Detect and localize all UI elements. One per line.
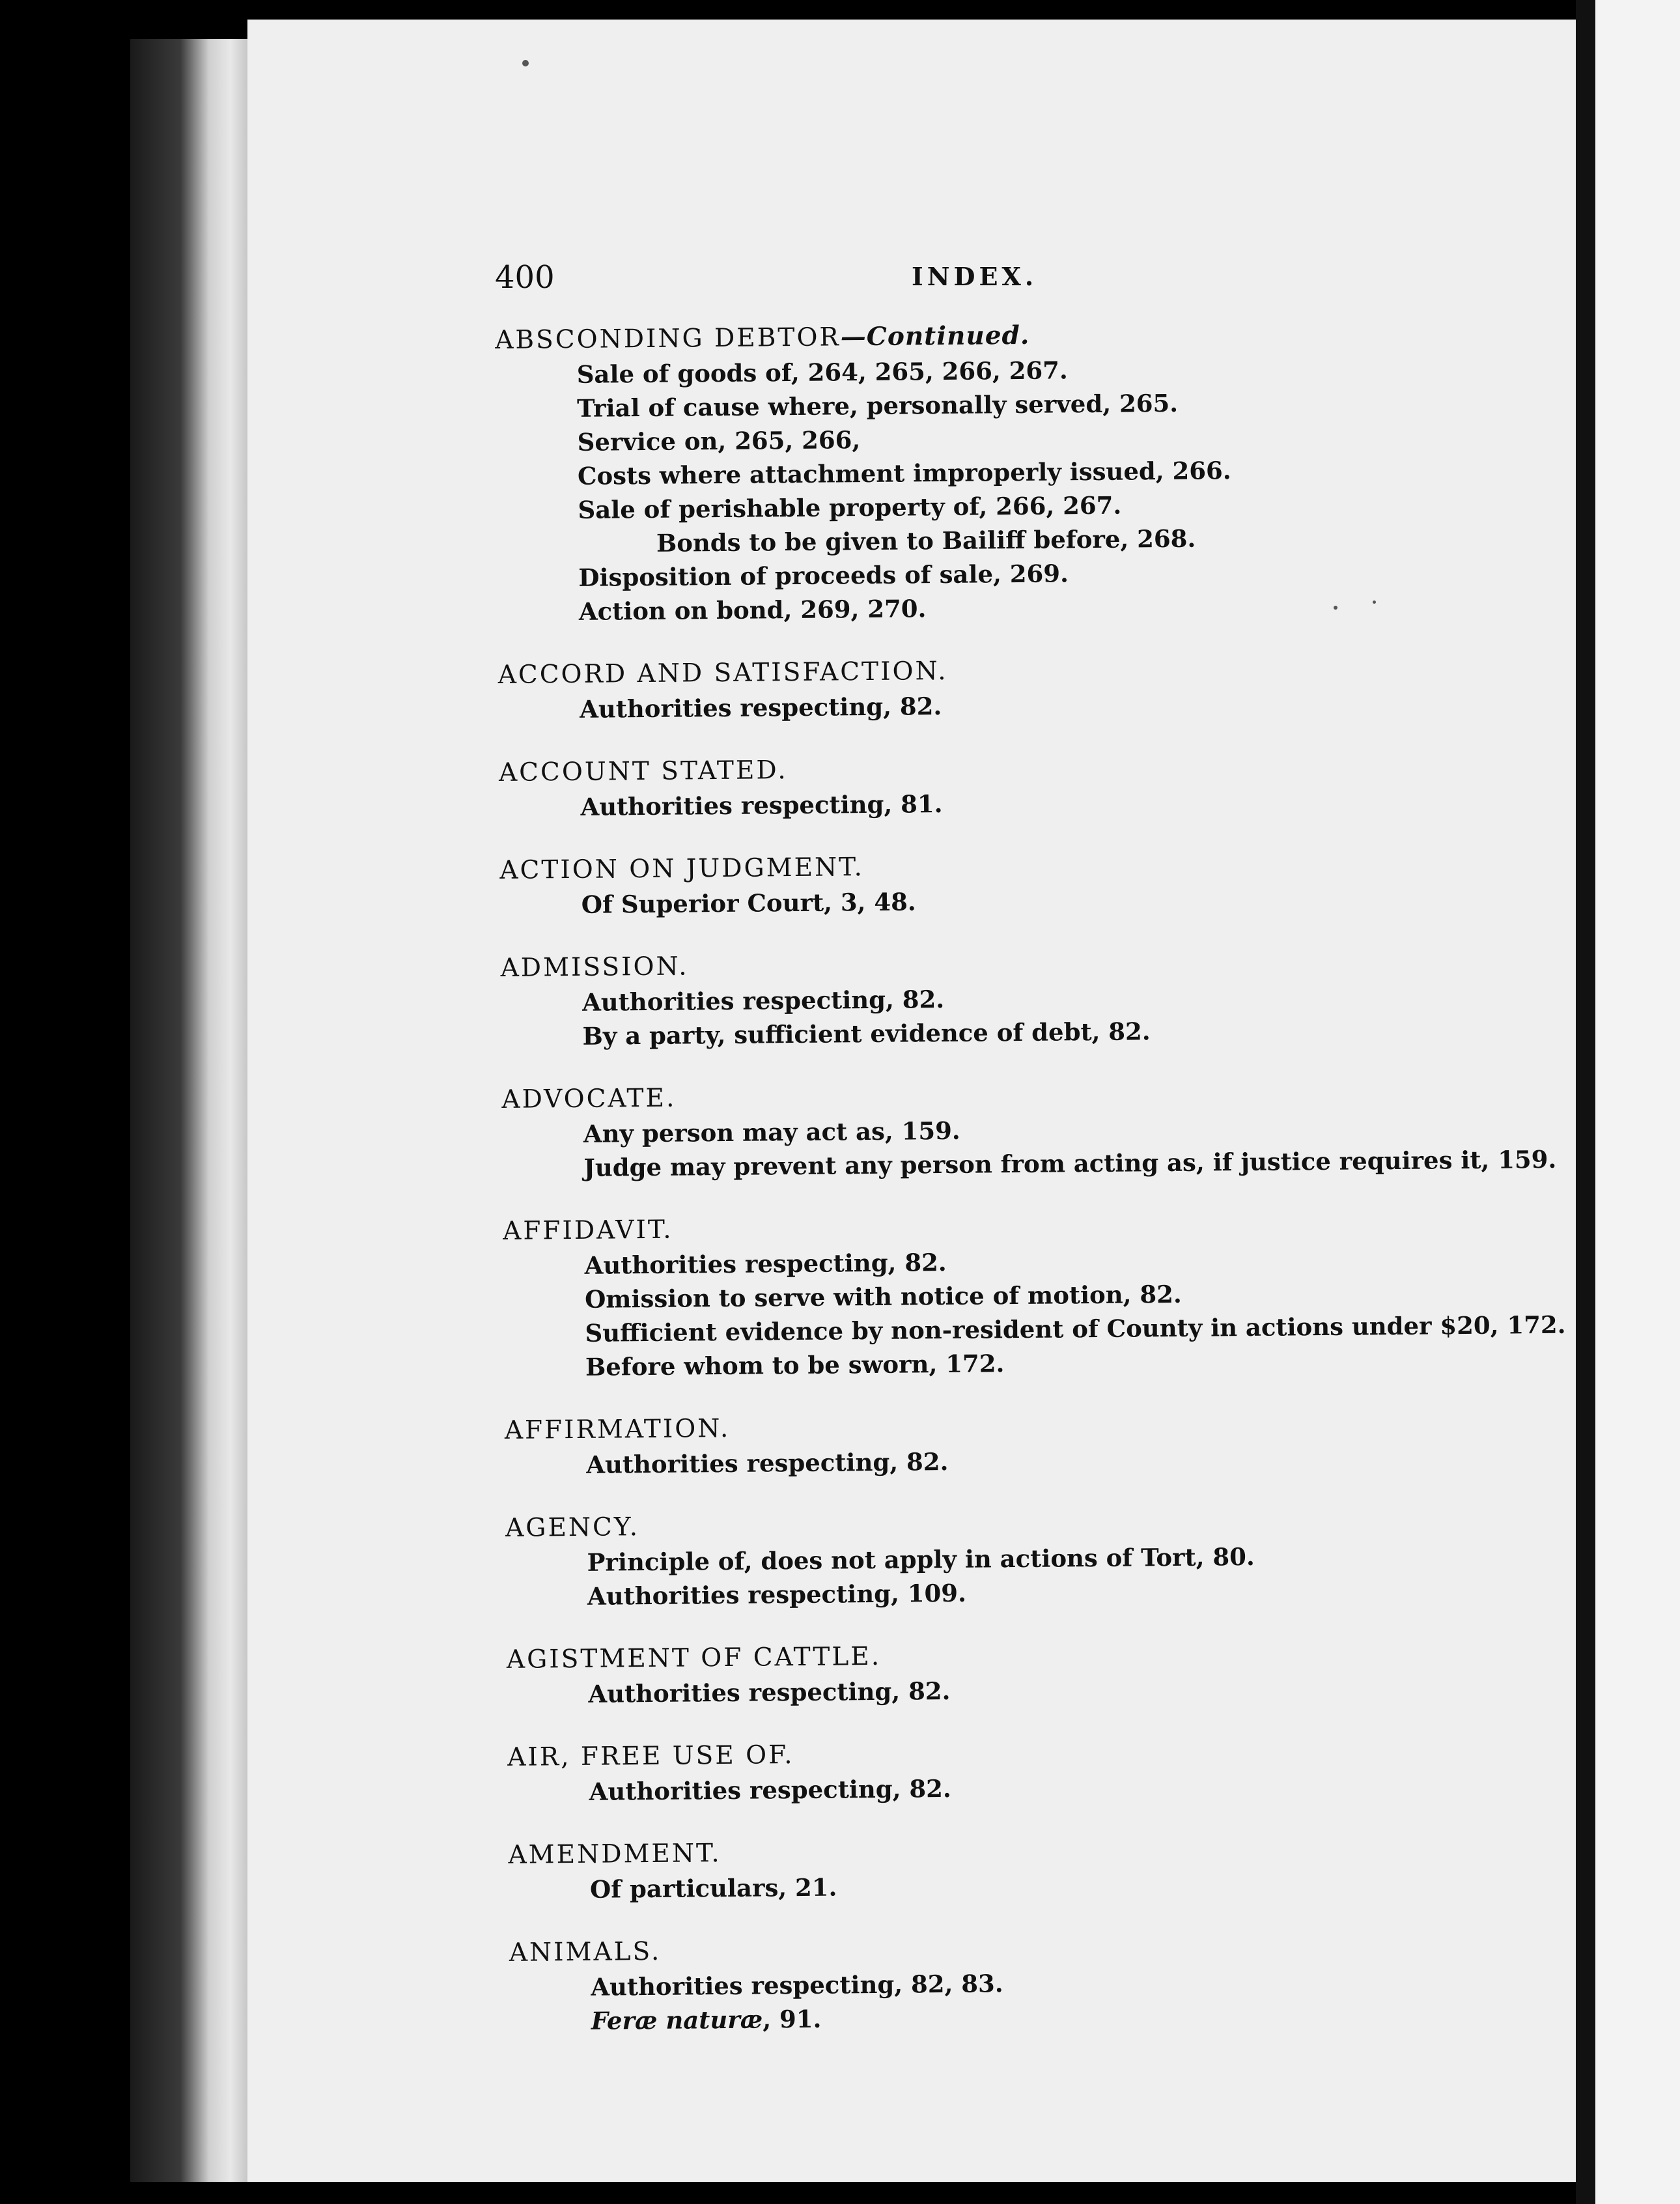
index-entry <box>499 746 1515 825</box>
subentry: Authorities respecting, 82. <box>584 1248 947 1280</box>
entry-heading-text: AGISTMENT OF CATTLE. <box>506 1641 882 1674</box>
subentry: Disposition of proceeds of sale, 269. <box>578 559 1069 592</box>
subentry: Principle of, does not apply in actions of Tort, 80. <box>587 1542 1255 1577</box>
facing-page-edge <box>1595 0 1680 2204</box>
subentry: Any person may act as, 159. <box>583 1116 960 1148</box>
subentry: Costs where attachment improperly issued, 266. <box>577 456 1231 490</box>
page-header <box>495 259 1038 305</box>
index-entries <box>495 313 1566 2067</box>
entry-heading-text: AGENCY. <box>505 1512 640 1543</box>
subentry: Authorities respecting, 82. <box>581 985 945 1017</box>
entry-heading-text: AMENDMENT. <box>508 1839 721 1870</box>
index-entry <box>507 1731 1524 1809</box>
entry-heading-text: AIR, FREE USE OF. <box>507 1740 794 1772</box>
page-number: 400 <box>495 259 555 296</box>
entry-heading-text: AFFIRMATION. <box>504 1413 731 1445</box>
index-entry <box>509 1927 1526 2039</box>
index-entry <box>500 942 1517 1054</box>
index-entry <box>508 1829 1524 1907</box>
subentry: Omission to serve with notice of motion, 82. <box>584 1279 1182 1314</box>
subentry: Sale of perishable property of, 266, 267. <box>578 490 1122 524</box>
subentry: By a party, sufficient evidence of debt, 82. <box>582 1017 1151 1051</box>
entry-heading-text: ADVOCATE. <box>501 1083 677 1114</box>
subentry: Service on, 265, 266, <box>577 425 861 457</box>
entry-heading-text: ACTION ON JUDGMENT. <box>499 853 865 885</box>
entry-heading-text: ANIMALS. <box>509 1936 662 1968</box>
subentry: Bonds to be given to Bailiff before, 268. <box>656 524 1196 558</box>
subentry: Sufficient evidence by non-resident of County in actions under $20, 172. <box>585 1310 1566 1348</box>
entry-heading-text: ADMISSION. <box>500 952 689 983</box>
index-entry <box>505 1404 1521 1482</box>
subentry: Authorities respecting, 82. <box>588 1676 951 1708</box>
subentry: Sale of goods of, 264, 265, 266, 267. <box>576 356 1068 389</box>
running-head: INDEX. <box>912 262 1038 291</box>
entry-heading-text: ACCOUNT STATED. <box>498 756 788 787</box>
index-entry <box>501 1073 1557 1185</box>
subentry: Authorities respecting, 82. <box>579 692 942 724</box>
subentry: Authorities respecting, 109. <box>587 1578 967 1611</box>
subentry-text: , 91. <box>763 2004 822 2034</box>
subentry: Trial of cause where, personally served, 265. <box>576 388 1179 423</box>
index-entry <box>499 844 1516 922</box>
entry-heading-text: ACCORD AND SATISFACTION. <box>497 656 948 690</box>
gutter-shadow <box>1576 0 1595 2204</box>
subentry: Of particulars, 21. <box>589 1872 837 1904</box>
subentry: Judge may prevent any person from acting as, if justice requires it, 159. <box>583 1144 1557 1182</box>
subentry: Authorities respecting, 82. <box>589 1773 951 1806</box>
index-entry <box>502 1205 1566 1385</box>
subentry: Authorities respecting, 81. <box>580 789 943 821</box>
index-entry <box>505 1502 1522 1614</box>
subentry-italic-text: Feræ naturæ <box>591 2005 763 2035</box>
entry-heading-text: ABSCONDING DEBTOR <box>495 322 841 355</box>
index-entry <box>497 649 1514 727</box>
index-entry <box>495 313 1513 629</box>
subentry: Of Superior Court, 3, 48. <box>581 887 916 919</box>
subentry: Action on bond, 269, 270. <box>578 594 927 626</box>
continued-label: —Continued. <box>840 320 1030 352</box>
subentry: Authorities respecting, 82. <box>586 1447 949 1479</box>
speck <box>522 60 529 66</box>
index-entry <box>507 1633 1523 1712</box>
entry-heading-text: AFFIDAVIT. <box>502 1215 673 1246</box>
subentry: Authorities respecting, 82, 83. <box>591 1969 1003 2001</box>
subentry: Before whom to be sworn, 172. <box>585 1349 1005 1381</box>
